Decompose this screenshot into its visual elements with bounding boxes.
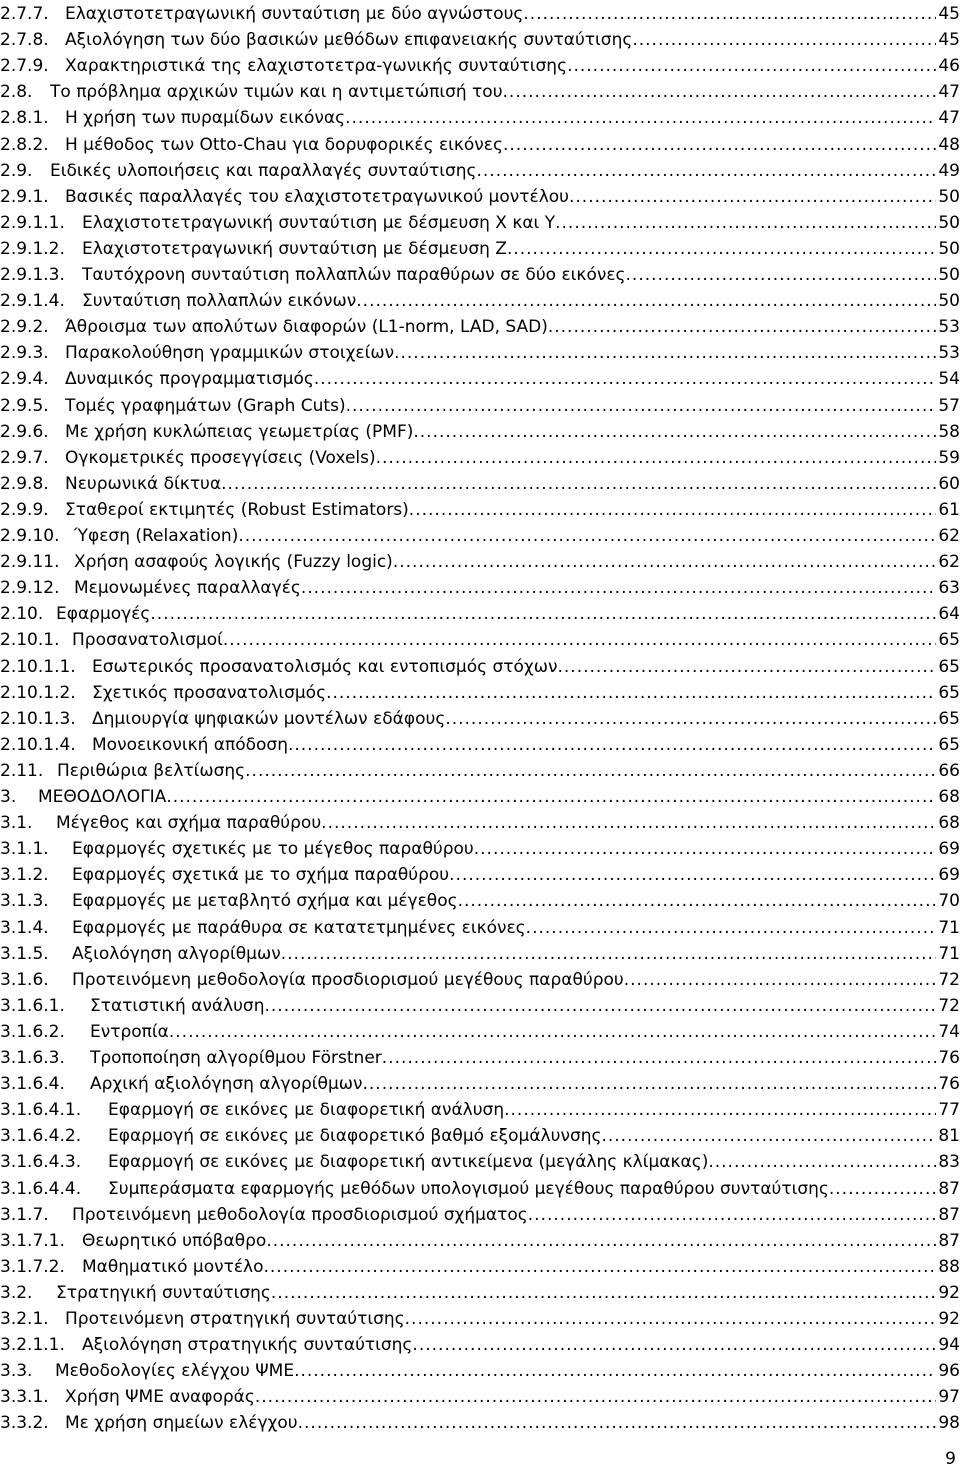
toc-dot-leader — [507, 236, 936, 262]
toc-entry-number: 2.7.8. — [0, 30, 49, 51]
toc-entry[interactable] — [0, 836, 960, 862]
toc-entry[interactable] — [0, 288, 960, 314]
toc-entry-page: 66 — [938, 760, 960, 781]
toc-entry-title: Σταθεροί εκτιμητές (Robust Estimators) — [65, 499, 409, 520]
toc-entry-number: 2.9.1.1. — [0, 212, 65, 233]
toc-entry-number: 2.10. — [0, 604, 44, 625]
toc-entry-title: Νευρωνικά δίκτυα — [65, 473, 222, 494]
toc-entry-title: Εφαρμογές με παράθυρα σε κατατετμημένες εικόνες — [72, 917, 526, 938]
toc-entry-number: 3.1.6.4.4. — [0, 1178, 82, 1199]
toc-entry-number: 2.9.11. — [0, 552, 60, 573]
toc-entry-title: Μαθηματικό μοντέλο — [82, 1256, 264, 1277]
toc-entry[interactable] — [0, 53, 960, 79]
toc-dot-leader — [555, 210, 936, 236]
toc-dot-leader — [298, 1410, 937, 1436]
toc-entry[interactable] — [0, 680, 960, 706]
toc-entry-page: 72 — [938, 995, 960, 1016]
toc-entry-page: 62 — [938, 526, 960, 546]
toc-entry-title: Αξιολόγηση στρατηγικής συνταύτισης — [82, 1335, 413, 1356]
toc-entry-number: 2.8.1. — [0, 108, 49, 129]
toc-entry[interactable] — [0, 1306, 960, 1332]
toc-entry-page: 87 — [938, 1230, 960, 1251]
toc-entry-number: 2.9.3. — [0, 343, 49, 364]
toc-entry[interactable] — [0, 1228, 960, 1254]
toc-dot-leader — [245, 758, 936, 784]
toc-entry[interactable] — [0, 1254, 960, 1280]
toc-entry-number: 3.1.7. — [0, 1204, 49, 1225]
toc-entry-page: 96 — [938, 1361, 960, 1382]
toc-entry-title: Αξιολόγηση των δύο βασικών μεθόδων επιφανειακής συνταύτισης — [65, 30, 633, 51]
toc-dot-leader — [708, 1149, 936, 1175]
toc-entry-title: Ταυτόχρονη συνταύτιση πολλαπλών παραθύρων σε δύο εικόνες — [82, 265, 626, 285]
toc-entry[interactable] — [0, 1332, 960, 1358]
toc-entry-title: Μεθοδολογίες ελέγχου ΨΜΕ — [55, 1361, 295, 1382]
toc-dot-leader — [476, 158, 936, 184]
toc-entry[interactable] — [0, 158, 960, 184]
toc-entry-number: 2.9.4. — [0, 369, 49, 390]
toc-entry[interactable] — [0, 366, 960, 392]
toc-entry-page: 81 — [938, 1126, 960, 1147]
toc-entry[interactable] — [0, 1045, 960, 1071]
toc-entry[interactable] — [0, 1071, 960, 1097]
toc-entry-title: Εφαρμογή σε εικόνες με διαφορετική αντικείμενα (μεγάλης κλίμακας) — [108, 1152, 709, 1173]
toc-entry-number: 2.10.1.2. — [0, 682, 76, 703]
toc-entry[interactable] — [0, 1384, 960, 1410]
toc-entry-number: 3.1.7.2. — [0, 1256, 65, 1277]
toc-entry-title: Με χρήση κυκλώπειας γεωμετρίας (PMF) — [65, 421, 414, 442]
toc-entry-page: 69 — [938, 839, 960, 860]
toc-entry-title: ΜΕΘΟΔΟΛΟΓΙΑ — [38, 787, 167, 807]
toc-entry-title: Δημιουργία ψηφιακών μοντέλων εδάφους — [92, 708, 446, 729]
toc-dot-leader — [376, 445, 937, 471]
toc-entry[interactable] — [0, 184, 960, 210]
toc-entry-title: Προσανατολισμοί — [72, 630, 223, 651]
toc-entry-title: Δυναμικός προγραμματισμός — [65, 369, 314, 390]
toc-entry-number: 3.1.6.4.2. — [0, 1126, 82, 1147]
toc-dot-leader — [263, 1254, 936, 1280]
toc-dot-leader — [223, 627, 937, 653]
toc-entry-number: 3.2.1.1. — [0, 1335, 65, 1356]
toc-entry[interactable] — [0, 915, 960, 941]
toc-dot-leader — [266, 1228, 936, 1254]
toc-entry[interactable] — [0, 549, 960, 575]
toc-entry-number: 2.10.1.3. — [0, 708, 76, 729]
toc-entry-number: 2.9.2. — [0, 317, 49, 338]
toc-entry[interactable] — [0, 654, 960, 680]
toc-entry-number: 2.9.5. — [0, 395, 49, 416]
toc-entry[interactable] — [0, 105, 960, 131]
toc-entry-number: 2.9.10. — [0, 526, 60, 546]
toc-entry-title: Στατιστική ανάλυση — [90, 995, 265, 1016]
toc-dot-leader — [624, 967, 937, 993]
toc-entry-page: 71 — [938, 917, 960, 938]
toc-dot-leader — [264, 993, 936, 1019]
toc-entry-number: 3.2. — [0, 1282, 33, 1303]
toc-entry-title: Συνταύτιση πολλαπλών εικόνων — [82, 291, 357, 312]
toc-entry[interactable] — [0, 1, 960, 27]
toc-dot-leader — [405, 1306, 937, 1332]
toc-entry-page: 74 — [938, 1021, 960, 1042]
toc-entry-number: 2.10.1.4. — [0, 734, 76, 755]
toc-entry-page: 64 — [938, 604, 960, 625]
toc-entry-page: 63 — [938, 578, 960, 599]
toc-entry-page: 50 — [938, 186, 960, 207]
toc-entry-number: 2.9.1.4. — [0, 291, 65, 312]
toc-dot-leader — [345, 105, 936, 131]
toc-dot-leader — [150, 601, 936, 627]
toc-entry-page: 76 — [938, 1074, 960, 1095]
toc-entry[interactable] — [0, 1123, 960, 1149]
toc-entry-title: Σχετικός προσανατολισμός — [92, 682, 327, 703]
toc-dot-leader — [288, 732, 936, 758]
toc-entry[interactable] — [0, 810, 960, 836]
toc-entry[interactable] — [0, 1202, 960, 1228]
toc-entry-page: 65 — [938, 656, 960, 677]
toc-dot-leader — [503, 132, 936, 158]
toc-entry[interactable] — [0, 1410, 960, 1436]
toc-entry-title: Εφαρμογές με μεταβλητό σχήμα και μέγεθος — [72, 891, 458, 912]
toc-entry-title: Εσωτερικός προσανατολισμός και εντοπισμός στόχων — [92, 656, 558, 677]
toc-entry[interactable] — [0, 758, 960, 784]
toc-entry-page: 65 — [938, 708, 960, 729]
toc-entry[interactable] — [0, 784, 960, 810]
toc-entry-number: 3.1.7.1. — [0, 1230, 65, 1251]
toc-entry-page: 71 — [938, 943, 960, 964]
toc-dot-leader — [314, 366, 937, 392]
toc-dot-leader — [569, 184, 936, 210]
toc-entry-page: 65 — [938, 734, 960, 755]
toc-entry-title: Χαρακτηριστικά της ελαχιστοτετρα-γωνικής συνταύτισης — [65, 56, 568, 77]
toc-entry-number: 2.11. — [0, 760, 44, 781]
toc-entry-number: 3.1.3. — [0, 891, 49, 912]
toc-entry[interactable] — [0, 445, 960, 471]
toc-entry-page: 68 — [938, 787, 960, 807]
toc-entry-title: Προτεινόμενη στρατηγική συνταύτισης — [65, 1309, 405, 1329]
toc-dot-leader — [271, 1280, 936, 1306]
toc-entry-page: 72 — [938, 969, 960, 990]
toc-dot-leader — [346, 393, 937, 419]
toc-dot-leader — [601, 1123, 936, 1149]
toc-dot-leader — [548, 314, 937, 340]
page-number: 9 — [945, 1449, 956, 1469]
toc-entry[interactable] — [0, 27, 960, 53]
toc-entry-page: 50 — [938, 238, 960, 259]
toc-entry-title: Τροποποίηση αλγορίθμου Förstner — [90, 1048, 382, 1068]
toc-dot-leader — [626, 262, 937, 288]
toc-entry-page: 48 — [938, 134, 960, 155]
toc-entry-page: 83 — [938, 1152, 960, 1173]
toc-entry-number: 3.3.1. — [0, 1387, 49, 1408]
toc-dot-leader — [829, 1176, 936, 1202]
toc-entry[interactable] — [0, 601, 960, 627]
toc-entry-title: Συμπεράσματα εφαρμογής μεθόδων υπολογισμού μεγέθους παραθύρου συνταύτισης — [108, 1178, 829, 1199]
toc-entry-title: Περιθώρια βελτίωσης — [57, 760, 246, 781]
toc-entry-page: 46 — [938, 56, 960, 77]
toc-entry-number: 3. — [0, 787, 17, 807]
toc-dot-leader — [504, 1097, 936, 1123]
toc-dot-leader — [238, 523, 936, 549]
toc-entry-title: Μεμονωμένες παραλλαγές — [74, 578, 301, 599]
toc-entry-title: Με χρήση σημείων ελέγχου — [65, 1413, 298, 1434]
toc-entry-page: 92 — [938, 1282, 960, 1303]
toc-entry[interactable] — [0, 967, 960, 993]
toc-entry-title: Εφαρμογές — [56, 604, 151, 625]
toc-entry-title: Ειδικές υλοποιήσεις και παραλλαγές συνταύτισης — [50, 160, 477, 181]
toc-entry-page: 76 — [938, 1048, 960, 1068]
toc-entry-title: Εφαρμογές σχετικά με το σχήμα παραθύρου — [72, 865, 450, 886]
toc-entry[interactable] — [0, 210, 960, 236]
toc-entry-title: Ελαχιστοτετραγωνική συνταύτιση με δύο αγνώστους — [65, 4, 524, 24]
toc-entry[interactable] — [0, 941, 960, 967]
toc-entry-page: 58 — [938, 421, 960, 442]
toc-entry-page: 53 — [938, 343, 960, 364]
toc-entry[interactable] — [0, 471, 960, 497]
toc-entry-title: Εντροπία — [90, 1021, 169, 1042]
toc-entry[interactable] — [0, 79, 960, 105]
toc-entry-number: 2.9. — [0, 160, 33, 181]
toc-dot-leader — [382, 1045, 937, 1071]
toc-entry-title: Εφαρμογή σε εικόνες με διαφορετικό βαθμό εξομάλυνσης — [108, 1126, 602, 1147]
toc-entry-title: Ελαχιστοτετραγωνική συνταύτιση με δέσμευση X και Y — [82, 212, 556, 233]
toc-entry-title: Αρχική αξιολόγηση αλγορίθμων — [90, 1074, 363, 1095]
toc-entry-number: 2.7.9. — [0, 56, 49, 77]
toc-entry-title: Θεωρητικό υπόβαθρο — [82, 1230, 267, 1251]
toc-entry-title: Τομές γραφημάτων (Graph Cuts) — [65, 395, 346, 416]
toc-entry-number: 2.9.9. — [0, 499, 49, 520]
toc-entry-page: 59 — [938, 447, 960, 468]
toc-entry-page: 50 — [938, 265, 960, 285]
toc-entry[interactable] — [0, 523, 960, 549]
toc-dot-leader — [394, 340, 936, 366]
toc-entry[interactable] — [0, 314, 960, 340]
toc-entry-number: 3.1.6.4.1. — [0, 1100, 82, 1121]
toc-entry[interactable] — [0, 627, 960, 653]
toc-entry-title: Άθροισμα των απολύτων διαφορών (L1-norm, LAD, SAD) — [65, 317, 548, 338]
toc-entry[interactable] — [0, 1280, 960, 1306]
toc-entry-page: 70 — [938, 891, 960, 912]
toc-dot-leader — [412, 1332, 936, 1358]
toc-dot-leader — [449, 862, 936, 888]
toc-entry-number: 2.7.7. — [0, 4, 49, 24]
toc-entry-page: 60 — [938, 473, 960, 494]
toc-entry-number: 3.1.6.2. — [0, 1021, 65, 1042]
toc-entry-page: 97 — [938, 1387, 960, 1408]
toc-entry-number: 3.3.2. — [0, 1413, 49, 1434]
toc-entry-number: 2.9.8. — [0, 473, 49, 494]
toc-entry-title: Μέγεθος και σχήμα παραθύρου — [56, 813, 322, 834]
toc-entry-page: 62 — [938, 552, 960, 573]
toc-entry-title: Η μέθοδος των Otto-Chau για δορυφορικές εικόνες — [65, 134, 503, 155]
toc-entry-title: Χρήση ΨΜΕ αναφοράς — [65, 1387, 255, 1408]
toc-entry-page: 45 — [938, 4, 960, 24]
toc-entry-page: 57 — [938, 395, 960, 416]
toc-dot-leader — [632, 27, 936, 53]
toc-entry-title: Αξιολόγηση αλγορίθμων — [72, 943, 281, 964]
toc-entry-title: Εφαρμογή σε εικόνες με διαφορετική ανάλυση — [108, 1100, 505, 1121]
toc-entry[interactable] — [0, 1149, 960, 1175]
toc-entry[interactable] — [0, 1358, 960, 1384]
toc-entry-number: 2.10.1. — [0, 630, 60, 651]
toc-dot-leader — [301, 575, 936, 601]
toc-dot-leader — [255, 1384, 937, 1410]
toc-dot-leader — [321, 810, 936, 836]
toc-entry-title: Εφαρμογές σχετικές με το μέγεθος παραθύρου — [72, 839, 474, 860]
toc-dot-leader — [281, 941, 937, 967]
toc-entry-title: Ύφεση (Relaxation) — [74, 526, 239, 546]
toc-entry-page: 53 — [938, 317, 960, 338]
toc-entry-number: 3.1. — [0, 813, 33, 834]
toc-entry-page: 45 — [938, 30, 960, 51]
toc-entry-page: 49 — [938, 160, 960, 181]
toc-entry-number: 2.9.1. — [0, 186, 49, 207]
toc-dot-leader — [409, 497, 937, 523]
toc-entry-page: 69 — [938, 865, 960, 886]
toc-entry-title: Η χρήση των πυραμίδων εικόνας — [65, 108, 346, 129]
toc-entry-number: 3.1.6.4.3. — [0, 1152, 82, 1173]
toc-entry-number: 2.9.6. — [0, 421, 49, 442]
toc-entry-number: 3.1.6.3. — [0, 1048, 65, 1068]
toc-dot-leader — [557, 654, 936, 680]
toc-dot-leader — [221, 471, 936, 497]
toc-entry-number: 3.1.4. — [0, 917, 49, 938]
toc-entry[interactable] — [0, 888, 960, 914]
toc-entry-title: Παρακολούθηση γραμμικών στοιχείων — [65, 343, 395, 364]
toc-dot-leader — [166, 784, 936, 810]
toc-dot-leader — [169, 1019, 937, 1045]
toc-entry-page: 98 — [938, 1413, 960, 1434]
toc-entry-page: 87 — [938, 1204, 960, 1225]
toc-entry[interactable] — [0, 732, 960, 758]
toc-entry-number: 2.9.1.2. — [0, 238, 65, 259]
toc-entry[interactable] — [0, 993, 960, 1019]
toc-entry-number: 2.8.2. — [0, 134, 49, 155]
toc-entry[interactable] — [0, 393, 960, 419]
toc-entry-page: 65 — [938, 682, 960, 703]
toc-dot-leader — [503, 79, 937, 105]
toc-entry-number: 2.10.1.1. — [0, 656, 76, 677]
toc-dot-leader — [294, 1358, 936, 1384]
toc-entry-number: 3.3. — [0, 1361, 33, 1382]
toc-entry-number: 3.1.6.1. — [0, 995, 65, 1016]
toc-entry-number: 3.1.6.4. — [0, 1074, 65, 1095]
toc-entry-page: 77 — [938, 1100, 960, 1121]
toc-entry[interactable] — [0, 862, 960, 888]
toc-entry-number: 3.1.5. — [0, 943, 49, 964]
toc-entry-page: 54 — [938, 369, 960, 390]
toc-entry[interactable] — [0, 262, 960, 288]
toc-entry-number: 3.1.6. — [0, 969, 49, 990]
toc-entry-number: 2.9.7. — [0, 447, 49, 468]
toc-entry[interactable] — [0, 706, 960, 732]
toc-entry[interactable] — [0, 1097, 960, 1123]
toc-entry-title: Προτεινόμενη μεθοδολογία προσδιορισμού σχήματος — [72, 1204, 528, 1225]
toc-dot-leader — [523, 1, 936, 27]
toc-dot-leader — [458, 888, 937, 914]
toc-entry-number: 3.2.1. — [0, 1309, 49, 1329]
toc-entry[interactable] — [0, 419, 960, 445]
toc-entry[interactable] — [0, 132, 960, 158]
toc-entry-number: 2.9.12. — [0, 578, 60, 599]
toc-entry-page: 87 — [938, 1178, 960, 1199]
toc-dot-leader — [326, 680, 936, 706]
toc-entry-number: 2.8. — [0, 82, 33, 103]
toc-entry-title: Ογκομετρικές προσεγγίσεις (Voxels) — [65, 447, 376, 468]
toc-entry-page: 50 — [938, 212, 960, 233]
toc-dot-leader — [413, 419, 936, 445]
toc-entry-page: 65 — [938, 630, 960, 651]
toc-entry-title: Στρατηγική συνταύτισης — [56, 1282, 271, 1303]
toc-entry-page: 92 — [938, 1309, 960, 1329]
toc-entry-number: 3.1.2. — [0, 865, 49, 886]
toc-dot-leader — [363, 1071, 937, 1097]
toc-dot-leader — [393, 549, 937, 575]
toc-dot-leader — [528, 1202, 937, 1228]
toc-entry-title: Ελαχιστοτετραγωνική συνταύτιση με δέσμευση Z — [82, 238, 507, 259]
toc-dot-leader — [474, 836, 937, 862]
toc-entry-title: Το πρόβλημα αρχικών τιμών και η αντιμετώπισή του — [50, 82, 503, 103]
toc-entry-title: Χρήση ασαφούς λογικής (Fuzzy logic) — [74, 552, 393, 573]
toc-entry-title: Βασικές παραλλαγές του ελαχιστοτετραγωνικού μοντέλου — [65, 186, 569, 207]
toc-entry-page: 94 — [938, 1335, 960, 1356]
toc-dot-leader — [526, 915, 937, 941]
toc-entry-page: 61 — [938, 499, 960, 520]
toc-entry-page: 50 — [938, 291, 960, 312]
toc-entry[interactable] — [0, 575, 960, 601]
toc-entry-page: 47 — [938, 108, 960, 129]
toc-dot-leader — [445, 706, 936, 732]
toc-entry-number: 3.1.1. — [0, 839, 49, 860]
toc-entry-number: 2.9.1.3. — [0, 265, 65, 285]
toc-entry-page: 47 — [938, 82, 960, 103]
toc-entry-page: 68 — [938, 813, 960, 834]
toc-dot-leader — [567, 53, 936, 79]
toc-dot-leader — [356, 288, 936, 314]
toc-entry[interactable] — [0, 236, 960, 262]
toc-entry[interactable] — [0, 497, 960, 523]
toc-entry[interactable] — [0, 340, 960, 366]
toc-entry[interactable] — [0, 1176, 960, 1202]
toc-entry-title: Προτεινόμενη μεθοδολογία προσδιορισμού μεγέθους παραθύρου — [72, 969, 624, 990]
toc-entry[interactable] — [0, 1019, 960, 1045]
toc-entry-title: Μονοεικονική απόδοση — [92, 734, 288, 755]
toc-entry-page: 88 — [938, 1256, 960, 1277]
